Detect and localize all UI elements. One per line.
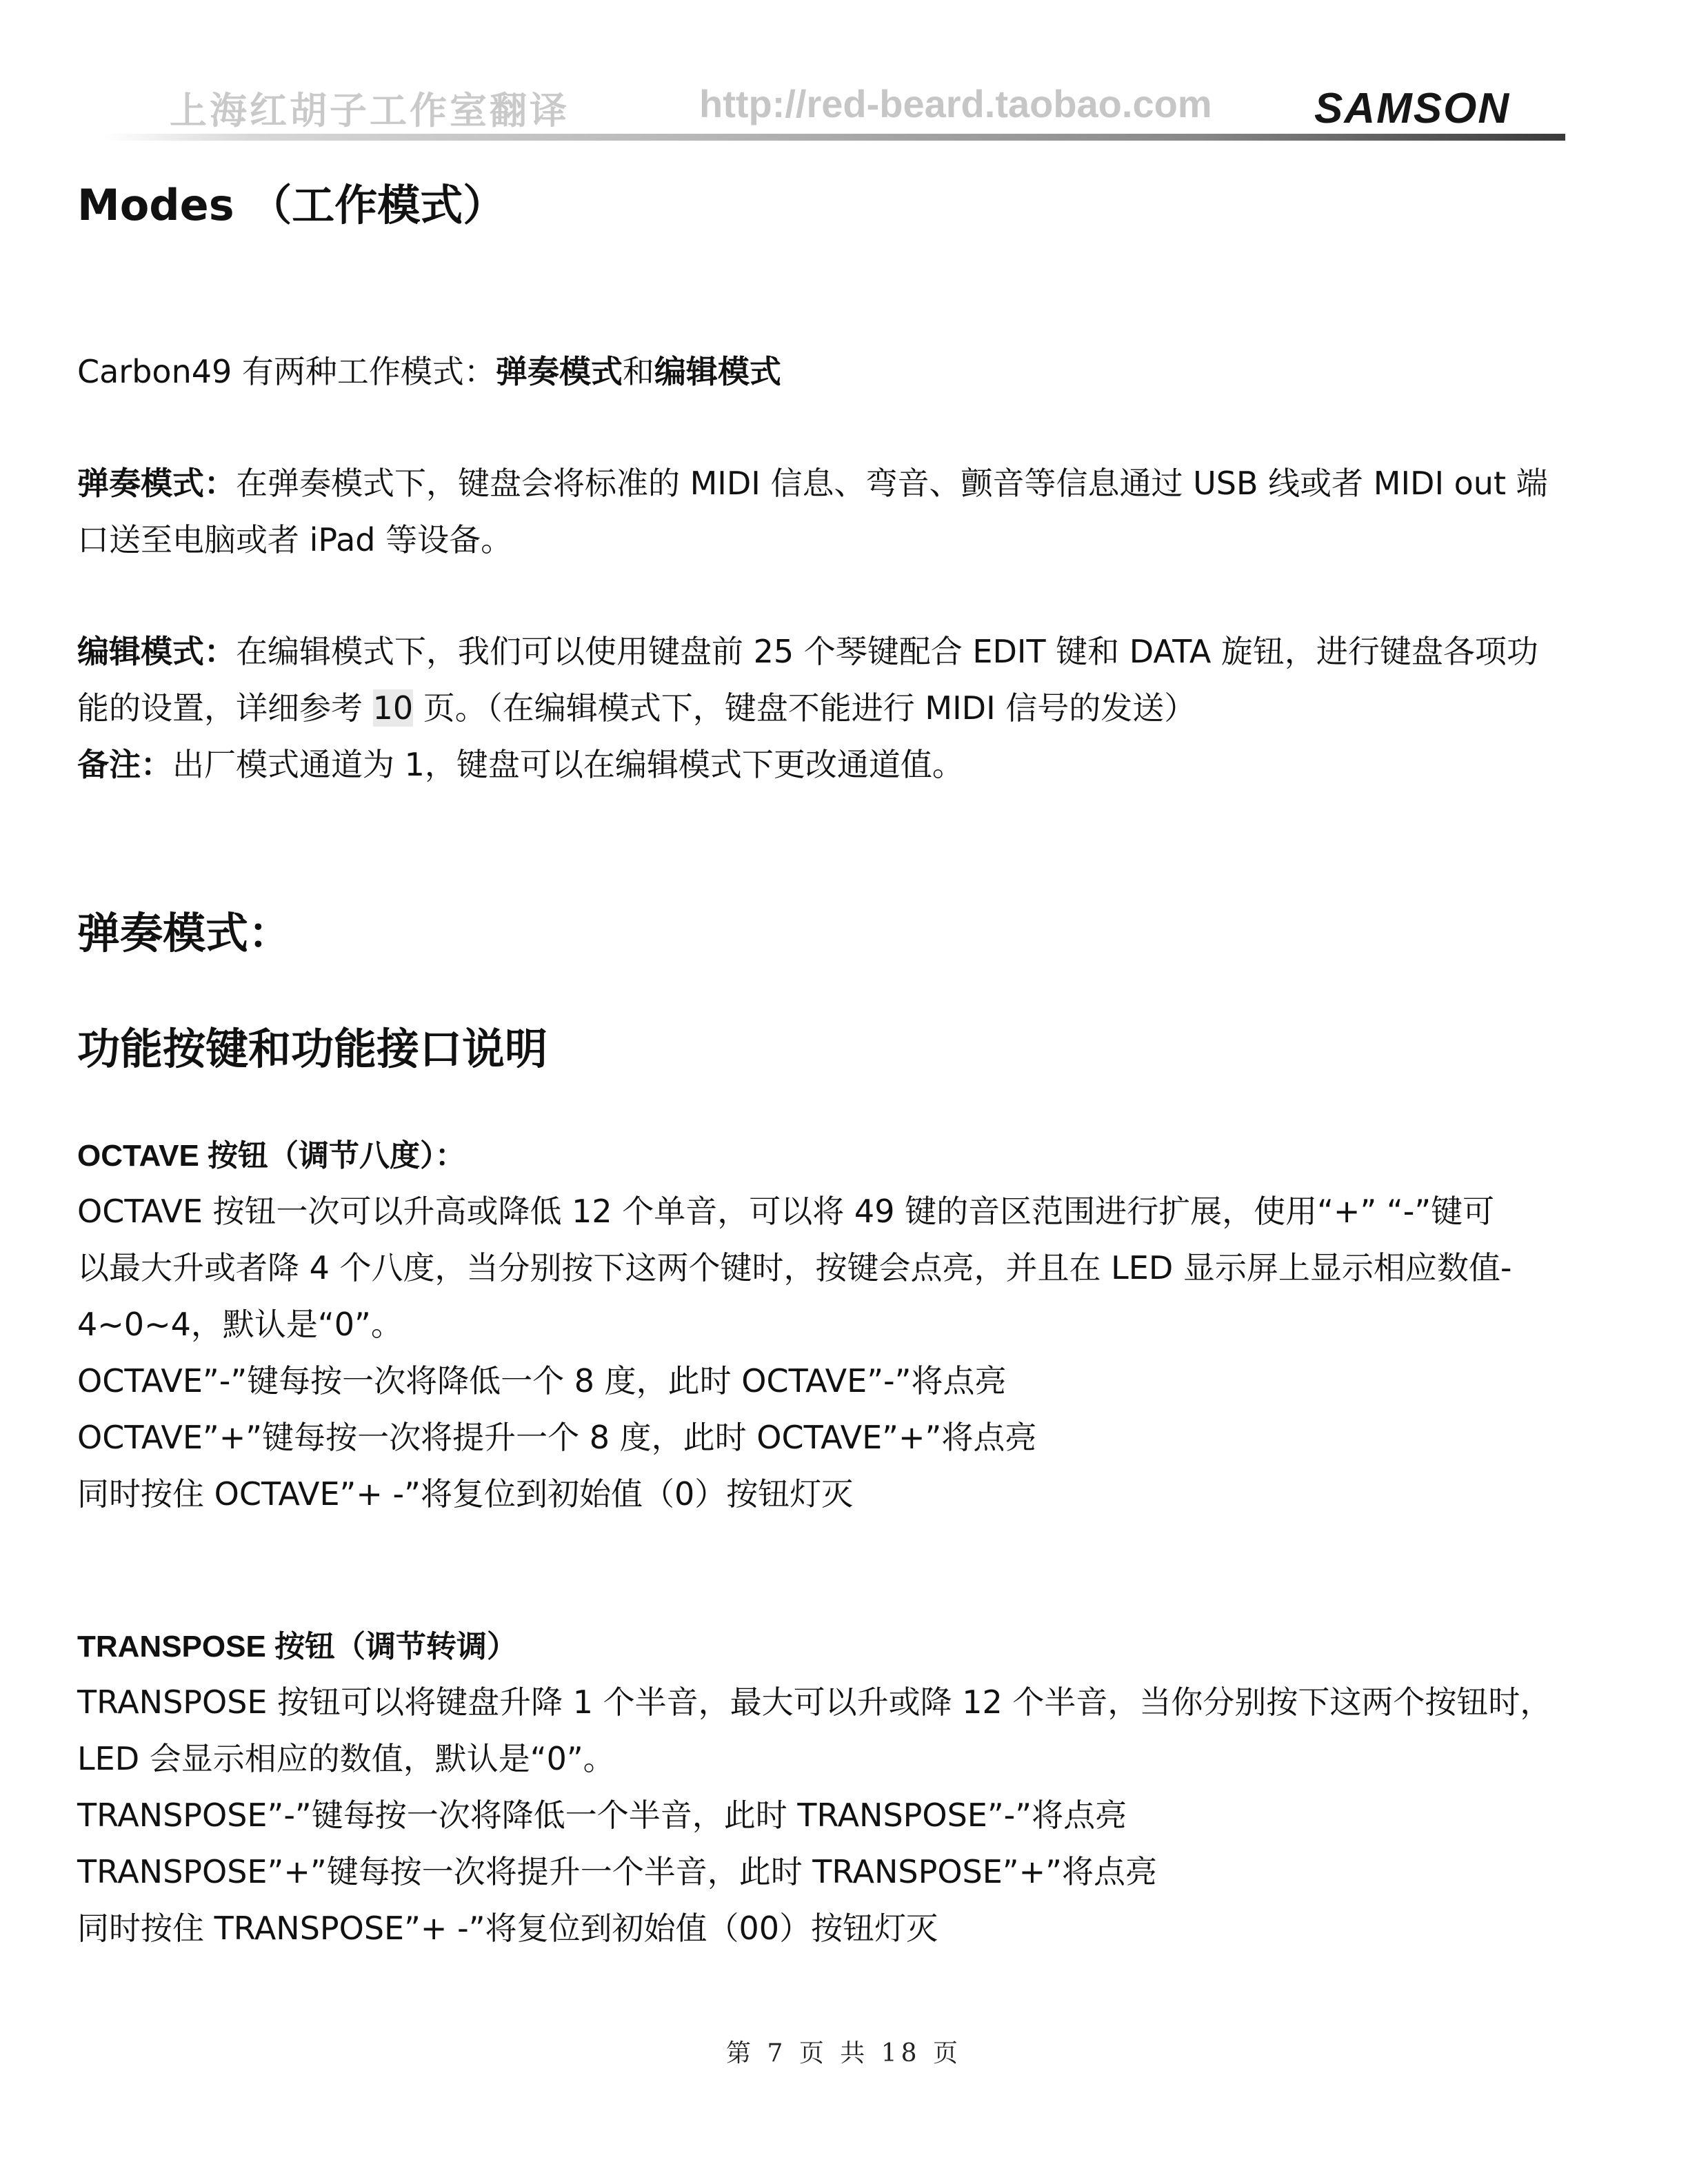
samson-logo: SAMSON: [1314, 85, 1511, 132]
transpose-line: TRANSPOSE”+”键每按一次将提升一个半音，此时 TRANSPOSE”+”将点亮: [77, 1853, 1157, 1890]
transpose-line: TRANSPOSE 按钮可以将键盘升降 1 个半音，最大可以升或降 12 个半音，当你分别按下这两个按钮时，: [77, 1684, 1552, 1721]
edit-mode-line2a: 能的设置，详细参考: [77, 689, 373, 727]
play-mode-paragraph: [77, 455, 1548, 568]
octave-line: OCTAVE”-”键每按一次将降低一个 8 度，此时 OCTAVE”-”将点亮: [77, 1362, 1007, 1399]
intro-text: Carbon49 有两种工作模式：: [77, 353, 496, 390]
intro-and: 和: [622, 353, 654, 390]
intro-mode-edit: 编辑模式: [654, 353, 781, 390]
translator-url: http://red-beard.taobao.com: [699, 82, 1212, 125]
edit-mode-line1: 在编辑模式下，我们可以使用键盘前 25 个琴键配合 EDIT 键和 DATA 旋钮，进行键盘各项功: [236, 633, 1538, 670]
page-title: Modes （工作模式）: [77, 180, 506, 230]
intro-paragraph: [77, 343, 781, 400]
octave-paragraph: [77, 1183, 1511, 1522]
transpose-line: 同时按住 TRANSPOSE”+ -”将复位到初始值（00）按钮灯灭: [77, 1910, 938, 1947]
play-mode-label: 弹奏模式：: [77, 465, 236, 502]
transpose-line: LED 会显示相应的数值，默认是“0”。: [77, 1740, 615, 1777]
translator-name: 上海红胡子工作室翻译: [170, 89, 570, 132]
octave-line: 4~0~4，默认是“0”。: [77, 1306, 403, 1343]
octave-line: 以最大升或者降 4 个八度，当分别按下这两个键时，按键会点亮，并且在 LED 显示屏上显示相应数值-: [77, 1249, 1512, 1286]
note-text: 出厂模式通道为 1，键盘可以在编辑模式下更改通道值。: [172, 746, 964, 783]
edit-mode-line2b: 页。（在编辑模式下，键盘不能进行 MIDI 信号的发送）: [413, 689, 1196, 727]
play-mode-line2: 口送至电脑或者 iPad 等设备。: [77, 521, 513, 558]
transpose-heading: TRANSPOSE 按钮（调节转调）: [77, 1630, 518, 1664]
octave-line: 同时按住 OCTAVE”+ -”将复位到初始值（0）按钮灯灭: [77, 1475, 854, 1513]
edit-mode-paragraph: [77, 623, 1538, 793]
page-reference: 10: [372, 689, 414, 727]
octave-line: OCTAVE”+”键每按一次将提升一个 8 度，此时 OCTAVE”+”将点亮: [77, 1419, 1037, 1456]
octave-line: OCTAVE 按钮一次可以升高或降低 12 个单音，可以将 49 键的音区范围进行扩展，使用“+” “-”键可: [77, 1193, 1495, 1230]
transpose-line: TRANSPOSE”-”键每按一次将降低一个半音，此时 TRANSPOSE”-”将点亮: [77, 1797, 1127, 1834]
section-heading-play: 弹奏模式：: [77, 908, 292, 958]
section-heading-functions: 功能按键和功能接口说明: [77, 1024, 548, 1074]
edit-mode-label: 编辑模式：: [77, 633, 236, 670]
intro-mode-play: 弹奏模式: [495, 353, 623, 390]
note-label: 备注：: [77, 746, 172, 783]
page-header: [0, 0, 1688, 159]
page-footer: 第 7 页 共 18 页: [726, 2039, 962, 2067]
octave-heading: OCTAVE 按钮（调节八度）：: [77, 1139, 466, 1173]
header-divider: [103, 134, 1565, 141]
play-mode-line1: 在弹奏模式下，键盘会将标准的 MIDI 信息、弯音、颤音等信息通过 USB 线或者 MIDI out 端: [236, 465, 1548, 502]
transpose-paragraph: [77, 1674, 1551, 1957]
